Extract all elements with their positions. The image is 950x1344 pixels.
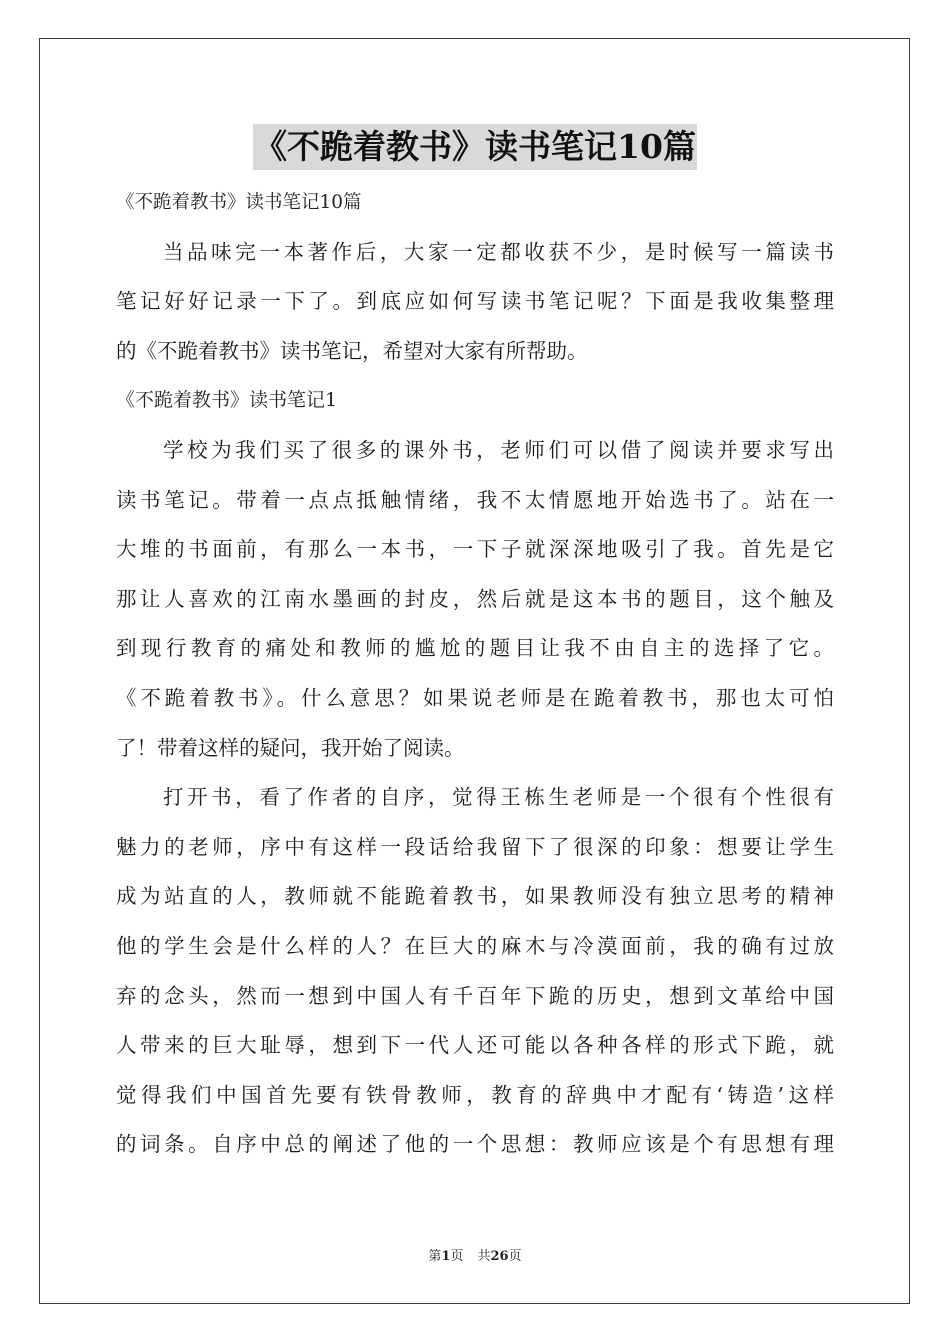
document-title: 《不跪着教书》读书笔记10篇 bbox=[253, 124, 697, 170]
paragraph-line: 的词条。自序中总的阐述了他的一个思想：教师应该是个有思想有理 bbox=[116, 1132, 834, 1157]
paragraph-line: 他的学生会是什么样的人？在巨大的麻木与冷漠面前，我的确有过放 bbox=[116, 933, 834, 958]
paragraph-line: 成为站直的人，教师就不能跪着教书，如果教师没有独立思考的精神 bbox=[116, 884, 834, 909]
paragraph-line: 那让人喜欢的江南水墨画的封皮，然后就是这本书的题目，这个触及 bbox=[116, 586, 834, 611]
paragraph-line: 觉得我们中国首先要有铁骨教师，教育的辞典中才配有‘铸造’这样 bbox=[116, 1082, 834, 1107]
intro-line: 当品味完一本著作后，大家一定都收获不少，是时候写一篇读书 bbox=[163, 239, 834, 264]
paragraph-line: 学校为我们买了很多的课外书，老师们可以借了阅读并要求写出 bbox=[163, 437, 834, 462]
intro-line: 的《不跪着教书》读书笔记，希望对大家有所帮助。 bbox=[116, 338, 588, 363]
total-suffix: 页 bbox=[508, 1249, 522, 1264]
intro-line: 笔记好好记录一下了。到底应如何写读书笔记呢？下面是我收集整理 bbox=[116, 289, 834, 314]
page-prefix: 第 bbox=[428, 1249, 442, 1264]
paragraph-line: 魅力的老师，序中有这样一段话给我留下了很深的印象：想要让学生 bbox=[116, 834, 834, 859]
page-suffix: 页 bbox=[450, 1249, 464, 1264]
total-pages: 26 bbox=[490, 1249, 509, 1264]
paragraph-line: 到现行教育的痛处和教师的尴尬的题目让我不由自主的选择了它。 bbox=[116, 636, 834, 661]
page-number: 1 bbox=[441, 1249, 451, 1264]
total-prefix: 共 bbox=[477, 1249, 491, 1264]
paragraph-line: 读书笔记。带着一点点抵触情绪，我不太情愿地开始选书了。站在一 bbox=[116, 487, 834, 512]
paragraph-line: 打开书，看了作者的自序，觉得王栋生老师是一个很有个性很有 bbox=[163, 785, 834, 810]
document-body bbox=[116, 178, 834, 1170]
paragraph-line: 弃的念头，然而一想到中国人有千百年下跪的历史，想到文革给中国 bbox=[116, 983, 834, 1008]
document-subtitle: 《不跪着教书》读书笔记10篇 bbox=[116, 192, 362, 213]
paragraph-line: 了！带着这样的疑问，我开始了阅读。 bbox=[116, 735, 465, 760]
page-footer bbox=[0, 1245, 950, 1264]
title-area bbox=[0, 124, 950, 170]
section-heading: 《不跪着教书》读书笔记1 bbox=[116, 389, 338, 412]
paragraph-line: 大堆的书面前，有那么一本书，一下子就深深地吸引了我。首先是它 bbox=[116, 537, 834, 562]
paragraph-line: 人带来的巨大耻辱，想到下一代人还可能以各种各样的形式下跪，就 bbox=[116, 1033, 834, 1058]
paragraph-line: 《不跪着教书》。什么意思？如果说老师是在跪着教书，那也太可怕 bbox=[116, 685, 834, 710]
